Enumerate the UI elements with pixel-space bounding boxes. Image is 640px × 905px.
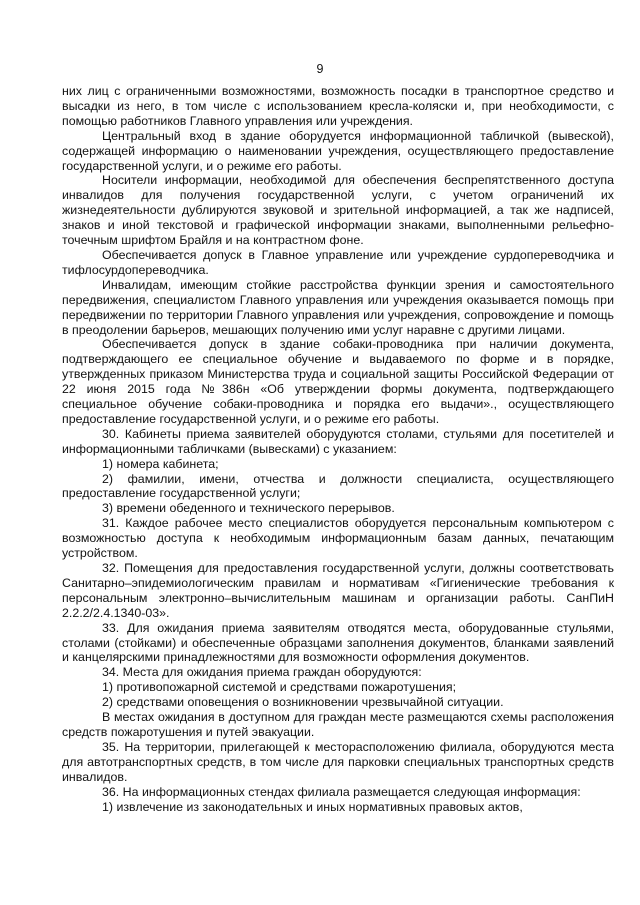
paragraph: 34. Места для ожидания приема граждан оборудуются: — [102, 665, 422, 680]
paragraph: 36. На информационных стендах филиала размещается следующая информация: — [102, 784, 581, 799]
paragraph: В местах ожидания в доступном для граждан месте размещаются схемы расположения средств пожаротушения и путей эвакуации. — [62, 710, 614, 739]
paragraph: них лиц с ограниченными возможностями, возможность посадки в транспортное средство и высадки из него, в том числе с использованием кресла-коляски и, при необходимости, с помощью работников Главного управления или учреждения. — [62, 84, 614, 128]
paragraph: Центральный вход в здание оборудуется информационной табличкой (вывеской), содержащей информацию о наименовании учреждения, осуществляющего предоставление государственной услуги, и о режиме его работы. — [62, 128, 614, 173]
paragraph: 2) средствами оповещения о возникновении чрезвычайной ситуации. — [102, 695, 504, 710]
paragraph: 1) извлечение из законодательных и иных нормативных правовых актов, — [102, 799, 523, 814]
document-body — [62, 84, 614, 814]
page-number: 9 — [316, 62, 324, 76]
paragraph: 30. Кабинеты приема заявителей оборудуются столами, стульями для посетителей и информационными табличками (вывесками) с указанием: — [62, 426, 614, 456]
paragraph: 2) фамилии, имени, отчества и должности специалиста, осуществляющего предоставление государственной услуги; — [62, 471, 614, 501]
paragraph: Инвалидам, имеющим стойкие расстройства функции зрения и самостоятельного передвижения, специалистом Главного управления или учреждения оказывается помощь при передвижении по территории Главного управления или учреждения, сопровождение и помощь в преодолении барьеров, мешающих получению ими услуг наравне с другими лицами. — [62, 277, 614, 337]
paragraph: 33. Для ожидания приема заявителям отводятся места, оборудованные стульями, столами (стойками) и обеспеченные образцами заполнения документов, бланками заявлений и канцелярскими принадлежностями для возможности оформления документов. — [62, 620, 614, 665]
paragraph: 35. На территории, прилегающей к месторасположению филиала, оборудуются места для автотранспортных средств, в том числе для парковки специальных транспортных средств инвалидов. — [62, 739, 614, 784]
paragraph: 3) времени обеденного и технического перерывов. — [102, 501, 395, 516]
paragraph: Обеспечивается допуск в здание собаки-проводника при наличии документа, подтверждающего ее специальное обучение и выдаваемого по форме и в порядке, утвержденных приказом Министерства труда и социальной защиты Российской Федерации от 22 июня 2015 года №386н «Об утверждении формы документа, подтверждающего специальное обучение собаки-проводника и порядка его выдачи»., осуществляющего предоставление государственной услуги, и о режиме его работы. — [62, 337, 614, 426]
paragraph: Носители информации, необходимой для обеспечения беспрепятственного доступа инвалидов для получения государственной услуги, с учетом ограничений их жизнедеятельности дублируются звуковой и зрительной информацией, а так же надписей, знаков и иной текстовой и графической информации знаками, выполненными рельефно-точечным шрифтом Брайля и на контрастном фоне. — [62, 173, 614, 248]
paragraph: 31. Каждое рабочее место специалистов оборудуется персональным компьютером с возможностью доступа к необходимым информационным базам данных, печатающим устройством. — [62, 516, 614, 561]
paragraph: 32. Помещения для предоставления государственной услуги, должны соответствовать Санитарно–эпидемиологическим правилам и нормативам «Гигиенические требования к персональным электронно–вычислительным машинам и организации работы. СанПиН 2.2.2/2.4.1340-03». — [62, 561, 614, 620]
paragraph: Обеспечивается допуск в Главное управление или учреждение сурдопереводчика и тифлосурдопереводчика. — [62, 247, 614, 277]
paragraph: 1) номера кабинета; — [102, 456, 219, 471]
paragraph: 1) противопожарной системой и средствами пожаротушения; — [102, 680, 457, 695]
